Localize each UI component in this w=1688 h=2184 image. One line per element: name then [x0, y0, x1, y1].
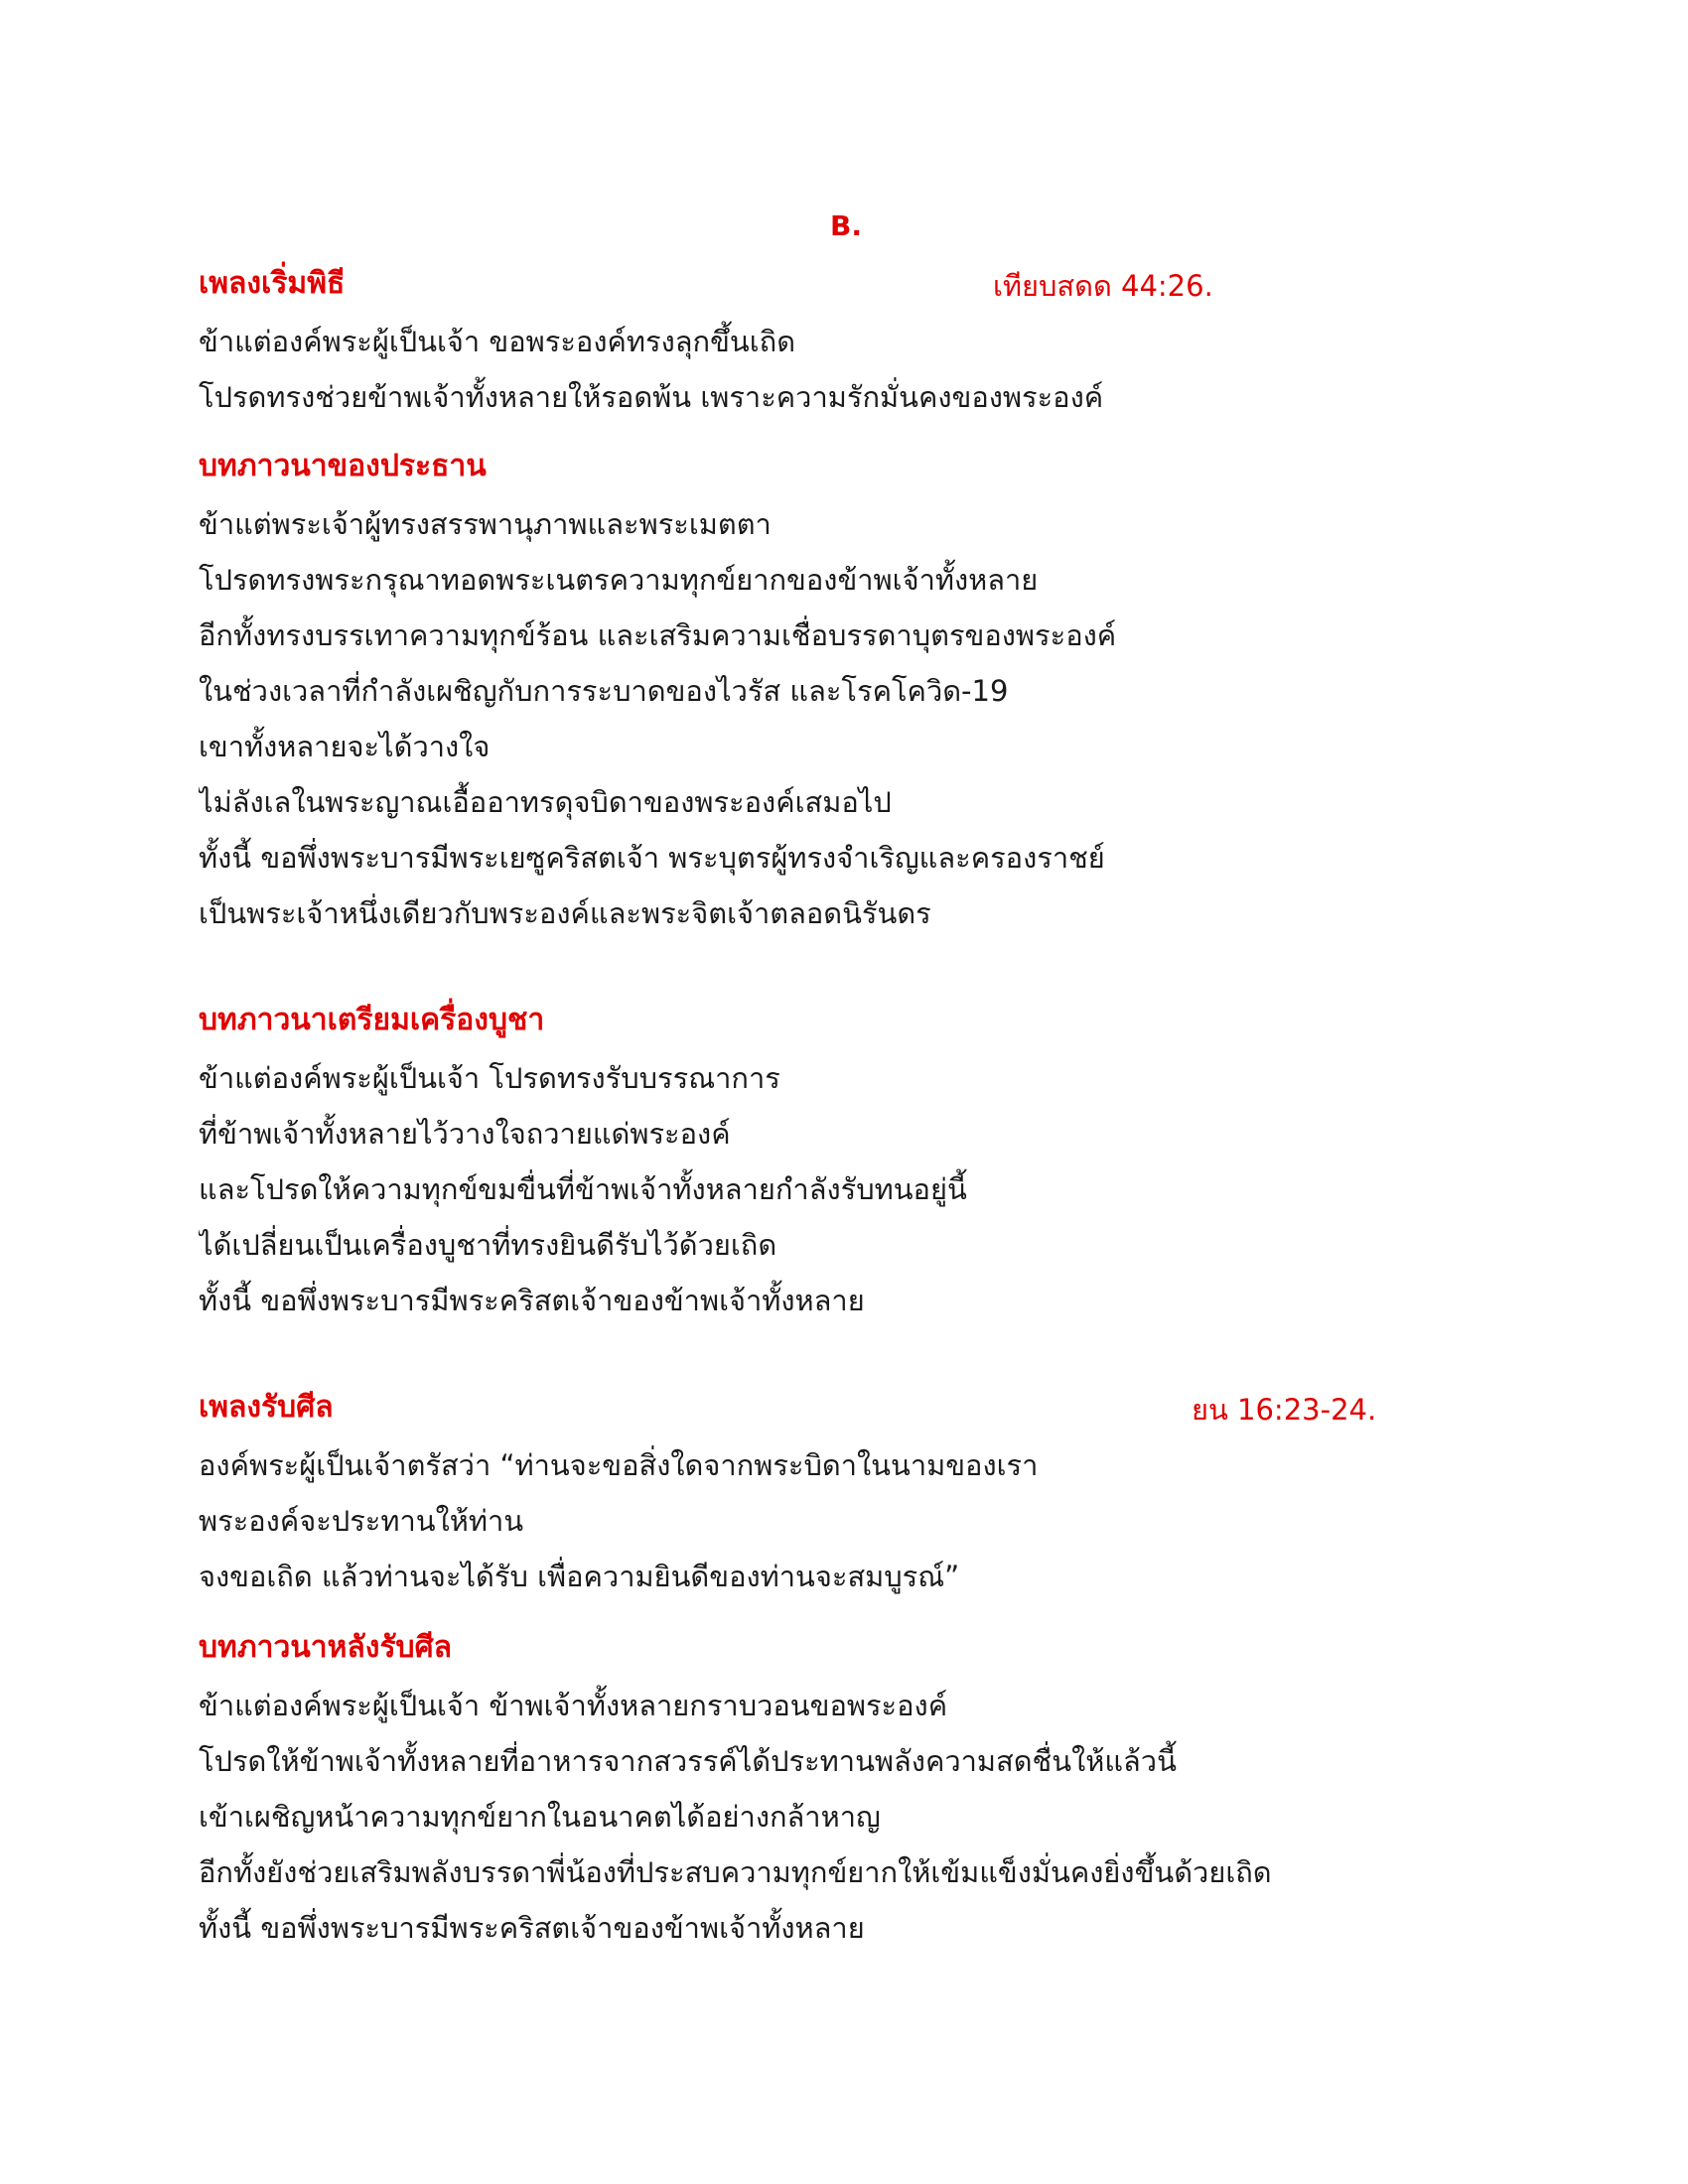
text-line: ไม่ลังเลในพระญาณเอื้ออาทรดุจบิดาของพระองค์เสมอไป — [199, 785, 892, 819]
text-line: จงขอเถิด แล้วท่านจะได้รับ เพื่อความยินดีของท่านจะสมบูรณ์” — [199, 1560, 960, 1593]
text-line: ทั้งนี้ ขอพึ่งพระบารมีพระคริสตเจ้าของข้าพเจ้าทั้งหลาย — [199, 1911, 865, 1945]
text-line: ในช่วงเวลาที่กำลังเผชิญกับการระบาดของไวรัส และโรคโควิด-19 — [199, 674, 1009, 708]
text-line: ได้เปลี่ยนเป็นเครื่องบูชาที่ทรงยินดีรับไว้ด้วยเถิด — [199, 1228, 777, 1262]
page-label: B. — [830, 209, 862, 242]
text-line: อีกทั้งยังช่วยเสริมพลังบรรดาพี่น้องที่ประสบความทุกข์ยากให้เข้มแข็งมั่นคงยิ่งขึ้นด้วยเถิด — [199, 1855, 1272, 1889]
text-line: ข้าแต่พระเจ้าผู้ทรงสรรพานุภาพและพระเมตตา — [199, 507, 772, 541]
text-line: และโปรดให้ความทุกข์ขมขื่นที่ข้าพเจ้าทั้งหลายกำลังรับทนอยู่นี้ — [199, 1172, 967, 1206]
entrance-antiphon-heading-row — [199, 260, 1390, 310]
collect-heading-row — [199, 443, 1390, 492]
text-line: ที่ข้าพเจ้าทั้งหลายไว้วางใจถวายแด่พระองค์ — [199, 1117, 731, 1151]
prayer-over-offerings-text — [199, 1050, 1390, 1328]
text-line: เขาทั้งหลายจะได้วางใจ — [199, 730, 491, 763]
text-line: เป็นพระเจ้าหนึ่งเดียวกับพระองค์และพระจิตเจ้าตลอดนิรันดร — [199, 896, 931, 930]
entrance-antiphon-title: เพลงเริ่มพิธี — [199, 266, 346, 301]
text-line: โปรดทรงพระกรุณาทอดพระเนตรความทุกข์ยากของข้าพเจ้าทั้งหลาย — [199, 563, 1039, 597]
entrance-antiphon-section — [199, 260, 1390, 425]
entrance-antiphon-reference: เทียบสดด 44:26. — [993, 269, 1213, 303]
collect-section — [199, 443, 1390, 941]
text-line: โปรดให้ข้าพเจ้าทั้งหลายที่อาหารจากสวรรค์ได้ประทานพลังความสดชื่นให้แล้วนี้ — [199, 1744, 1177, 1778]
communion-antiphon-title: เพลงรับศีล — [199, 1390, 334, 1425]
text-line: ข้าแต่องค์พระผู้เป็นเจ้า ขอพระองค์ทรงลุกขึ้นเถิด — [199, 325, 796, 358]
text-line: โปรดทรงช่วยข้าพเจ้าทั้งหลายให้รอดพ้น เพราะความรักมั่นคงของพระองค์ — [199, 380, 1104, 414]
prayer-over-offerings-heading-row — [199, 997, 1390, 1046]
prayer-after-communion-text — [199, 1678, 1390, 1956]
communion-antiphon-text — [199, 1437, 1390, 1604]
text-line: อีกทั้งทรงบรรเทาความทุกข์ร้อน และเสริมความเชื่อบรรดาบุตรของพระองค์ — [199, 618, 1117, 652]
text-line: พระองค์จะประทานให้ท่าน — [199, 1504, 524, 1538]
text-line: ทั้งนี้ ขอพึ่งพระบารมีพระเยซูคริสตเจ้า พระบุตรผู้ทรงจำเริญและครองราชย์ — [199, 841, 1105, 875]
text-line: ทั้งนี้ ขอพึ่งพระบารมีพระคริสตเจ้าของข้าพเจ้าทั้งหลาย — [199, 1284, 865, 1317]
text-line: องค์พระผู้เป็นเจ้าตรัสว่า “ท่านจะขอสิ่งใดจากพระบิดาในนามของเรา — [199, 1448, 1039, 1482]
prayer-over-offerings-section — [199, 997, 1390, 1328]
prayer-after-communion-title: บทภาวนาหลังรับศีล — [199, 1630, 453, 1665]
prayer-after-communion-heading-row — [199, 1624, 1390, 1674]
prayer-over-offerings-title: บทภาวนาเตรียมเครื่องบูชา — [199, 1003, 545, 1037]
communion-antiphon-section — [199, 1384, 1390, 1604]
communion-antiphon-heading-row — [199, 1384, 1390, 1433]
collect-title: บทภาวนาของประธาน — [199, 449, 487, 483]
text-line: ข้าแต่องค์พระผู้เป็นเจ้า ข้าพเจ้าทั้งหลายกราบวอนขอพระองค์ — [199, 1689, 948, 1722]
communion-antiphon-reference: ยน 16:23-24. — [1192, 1393, 1377, 1427]
text-line: เข้าเผชิญหน้าความทุกข์ยากในอนาคตได้อย่างกล้าหาญ — [199, 1800, 881, 1834]
collect-text — [199, 496, 1390, 941]
prayer-after-communion-section — [199, 1624, 1390, 1956]
entrance-antiphon-text — [199, 314, 1390, 425]
text-line: ข้าแต่องค์พระผู้เป็นเจ้า โปรดทรงรับบรรณาการ — [199, 1061, 780, 1095]
